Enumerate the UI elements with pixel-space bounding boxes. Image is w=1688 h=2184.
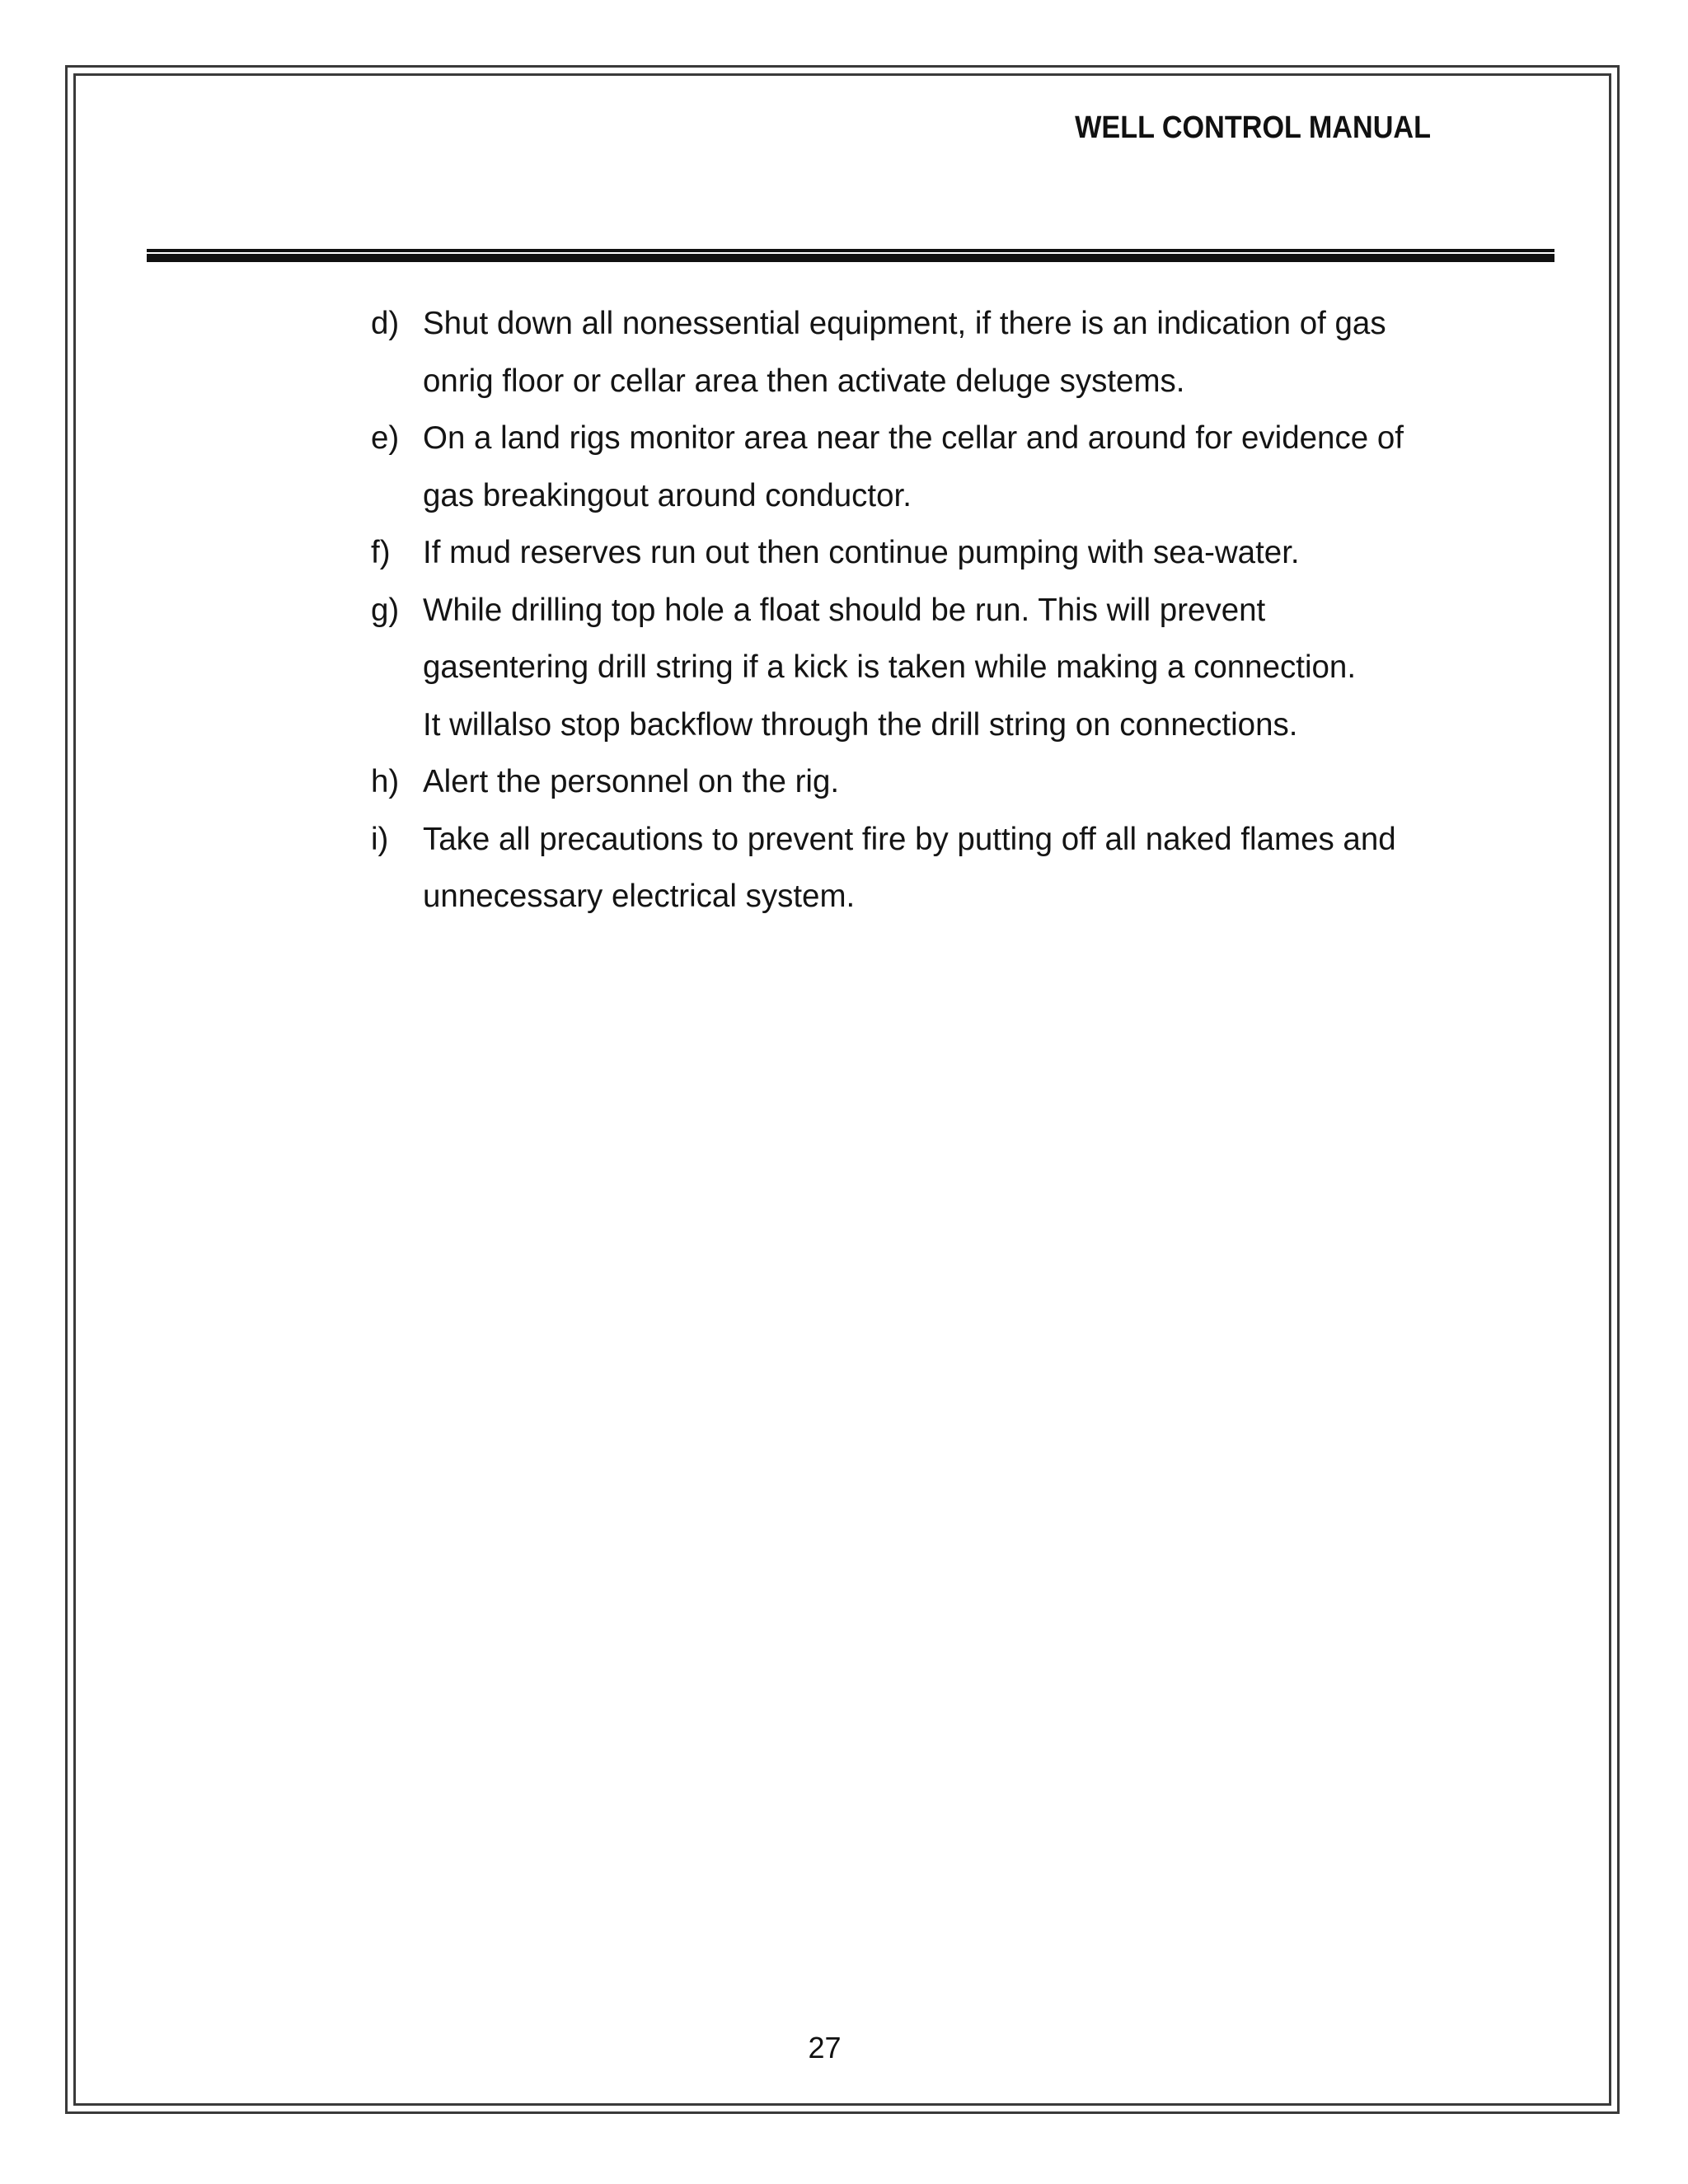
page-number: 27 — [808, 2031, 842, 2064]
item-text-line: gas breakingout around conductor. — [423, 477, 912, 513]
item-text-line: gasentering drill string if a kick is taken while making a connection. — [423, 649, 1357, 685]
list-marker: i) — [371, 821, 389, 857]
item-text-line: If mud reserves run out then continue pumping with sea-water. — [423, 535, 1300, 570]
list-item-d — [371, 295, 1475, 410]
item-text-line: Alert the personnel on the rig. — [423, 764, 840, 799]
item-text-line: On a land rigs monitor area near the cellar and around for evidence of — [423, 420, 1404, 456]
item-text-line: Take all precautions to prevent fire by putting off all naked flames and — [423, 821, 1396, 857]
list-marker: e) — [371, 420, 400, 456]
item-text-line: Shut down all nonessential equipment, if there is an indication of gas — [423, 306, 1386, 341]
instruction-list — [371, 295, 1475, 926]
header-rule-thick — [147, 254, 1554, 262]
item-text-line: It willalso stop backflow through the drill string on connections. — [423, 706, 1298, 743]
list-marker: d) — [371, 306, 400, 341]
item-text-line: While drilling top hole a float should be run. This will prevent — [423, 592, 1266, 628]
item-text-line: unnecessary electrical system. — [423, 879, 856, 914]
list-item-e — [371, 410, 1475, 524]
list-item-i — [371, 811, 1475, 926]
running-header: WELL CONTROL MANUAL — [1075, 110, 1431, 145]
list-marker: h) — [371, 764, 400, 799]
list-item-f — [371, 524, 1475, 582]
list-item-h — [371, 753, 1475, 811]
list-marker: f) — [371, 535, 391, 570]
item-text-line: onrig floor or cellar area then activate deluge systems. — [423, 363, 1185, 399]
list-marker: g) — [371, 592, 400, 628]
list-item-g — [371, 582, 1475, 754]
header-rule-thin — [147, 249, 1554, 252]
